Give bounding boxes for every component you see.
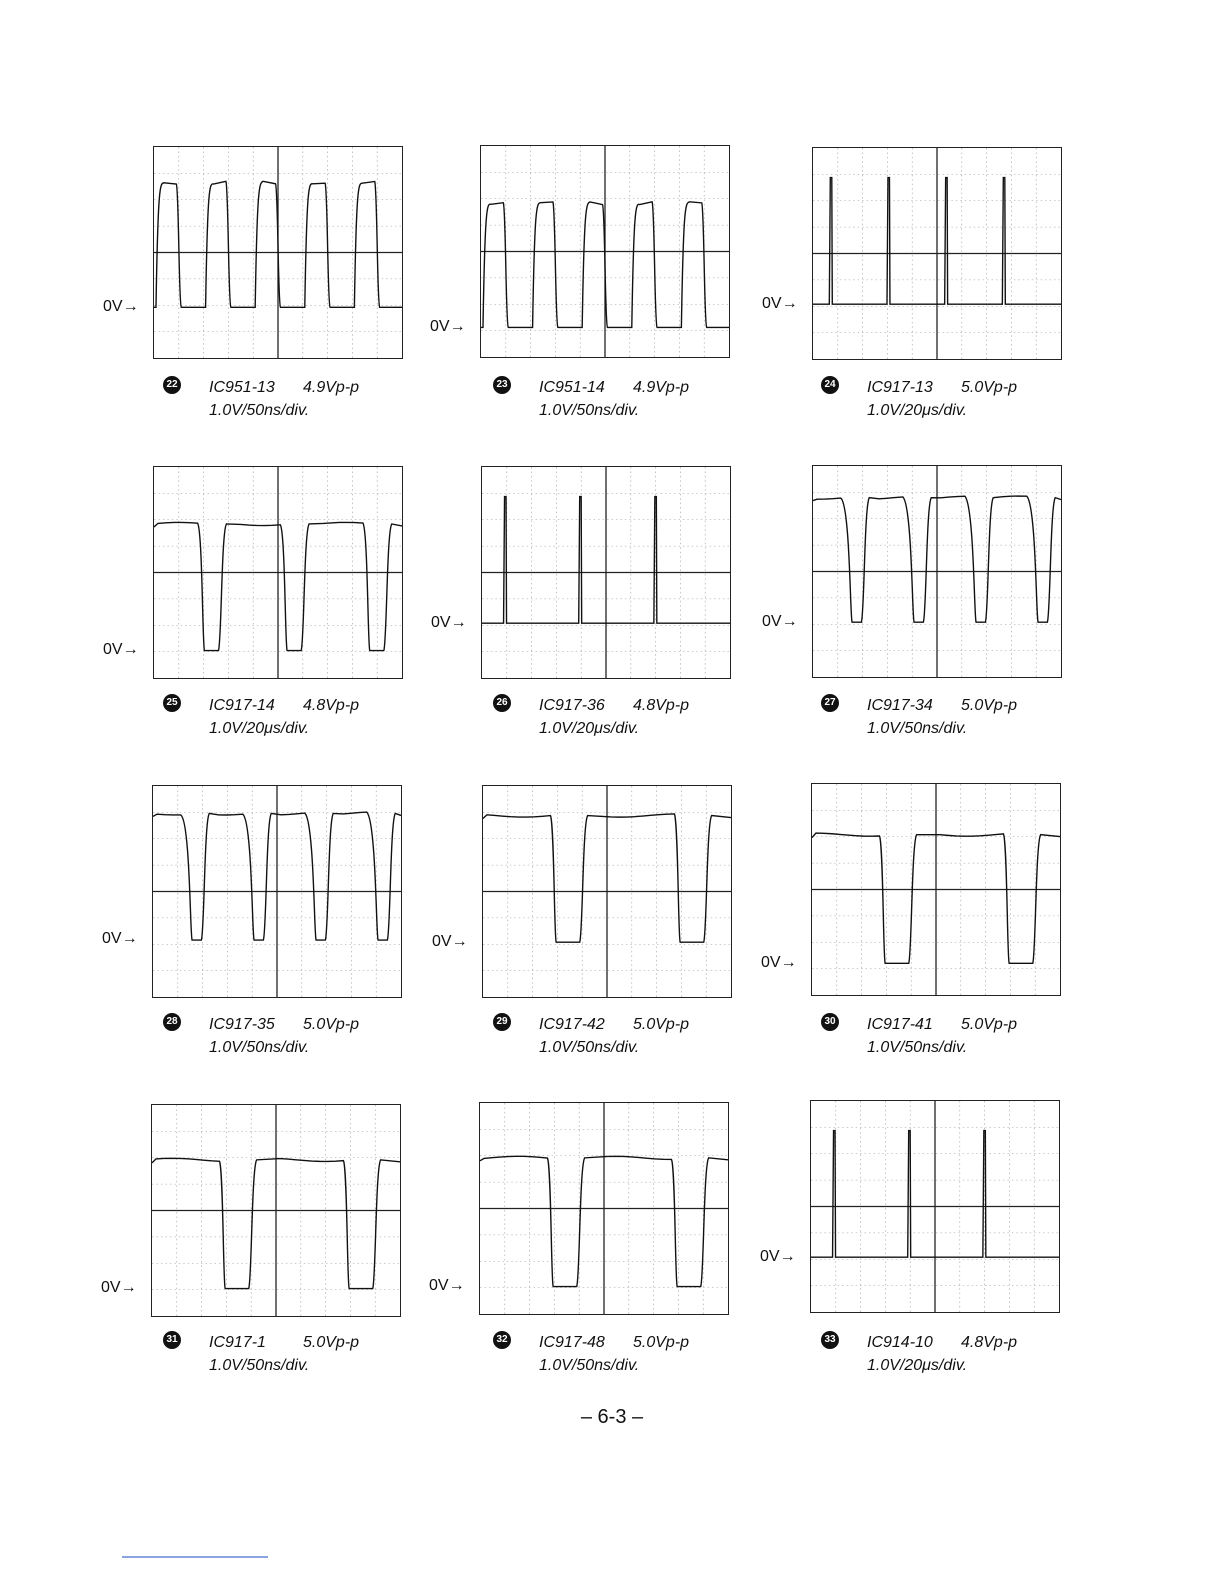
zero-volt-label: 0V→ (103, 641, 139, 659)
zero-volt-label: 0V→ (429, 1277, 465, 1295)
waveform-number-badge: 25 (163, 694, 181, 712)
scale-label: 1.0V/20μs/div. (867, 402, 968, 419)
test-point-label: IC917-42 (539, 1016, 605, 1033)
waveform-caption (163, 1331, 403, 1379)
zero-volt-label: 0V→ (760, 1247, 796, 1265)
test-point-label: IC917-13 (867, 379, 933, 396)
test-point-label: IC914-10 (867, 1334, 933, 1351)
amplitude-label: 4.8Vp-p (303, 697, 360, 714)
scope-svg (480, 1103, 728, 1314)
test-point-label: IC917-41 (867, 1016, 933, 1033)
scope-svg (154, 467, 402, 678)
waveform-caption (493, 1331, 733, 1379)
scale-label: 1.0V/50ns/div. (209, 1357, 310, 1374)
scale-label: 1.0V/50ns/div. (539, 402, 640, 419)
waveform-number-badge: 32 (493, 1331, 511, 1349)
scope-svg (813, 148, 1061, 359)
waveform-number-badge: 24 (821, 376, 839, 394)
amplitude-label: 4.8Vp-p (961, 1334, 1018, 1351)
test-point-label: IC917-34 (867, 697, 933, 714)
waveform-number-badge: 28 (163, 1013, 181, 1031)
amplitude-label: 4.8Vp-p (633, 697, 690, 714)
amplitude-label: 5.0Vp-p (303, 1334, 360, 1351)
amplitude-label: 5.0Vp-p (961, 379, 1018, 396)
oscilloscope-trace-24 (812, 147, 1062, 360)
waveform-number-badge: 33 (821, 1331, 839, 1349)
scale-label: 1.0V/50ns/div. (867, 1039, 968, 1056)
amplitude-label: 5.0Vp-p (961, 1016, 1018, 1033)
zero-volt-label: 0V→ (762, 294, 798, 312)
zero-volt-label: 0V→ (431, 613, 467, 631)
scale-label: 1.0V/50ns/div. (209, 402, 310, 419)
amplitude-label: 4.9Vp-p (633, 379, 690, 396)
scale-label: 1.0V/20μs/div. (209, 720, 310, 737)
test-point-label: IC917-35 (209, 1016, 275, 1033)
zero-volt-label: 0V→ (430, 318, 466, 336)
waveform-caption (163, 376, 403, 424)
oscilloscope-trace-22 (153, 146, 403, 359)
waveform-caption (821, 1013, 1061, 1061)
zero-volt-label: 0V→ (761, 954, 797, 972)
scale-label: 1.0V/50ns/div. (209, 1039, 310, 1056)
scan-underline (122, 1556, 268, 1558)
waveform-caption (493, 376, 733, 424)
test-point-label: IC917-1 (209, 1334, 266, 1351)
oscilloscope-trace-28 (152, 785, 402, 998)
oscilloscope-trace-26 (481, 466, 731, 679)
amplitude-label: 5.0Vp-p (303, 1016, 360, 1033)
scale-label: 1.0V/20μs/div. (539, 720, 640, 737)
scope-svg (154, 147, 402, 358)
scope-svg (153, 786, 401, 997)
oscilloscope-trace-31 (151, 1104, 401, 1317)
oscilloscope-trace-33 (810, 1100, 1060, 1313)
waveform-caption (163, 1013, 403, 1061)
scope-svg (481, 146, 729, 357)
test-point-label: IC917-48 (539, 1334, 605, 1351)
page-number: – 6-3 – (580, 1406, 644, 1428)
zero-volt-label: 0V→ (103, 297, 139, 315)
scope-svg (812, 784, 1060, 995)
scale-label: 1.0V/50ns/div. (539, 1039, 640, 1056)
oscilloscope-trace-25 (153, 466, 403, 679)
waveform-number-badge: 23 (493, 376, 511, 394)
waveform-caption (821, 376, 1061, 424)
waveform-number-badge: 30 (821, 1013, 839, 1031)
amplitude-label: 5.0Vp-p (633, 1016, 690, 1033)
waveform-caption (493, 1013, 733, 1061)
scope-svg (813, 466, 1061, 677)
waveform-caption (821, 1331, 1061, 1379)
test-point-label: IC951-14 (539, 379, 605, 396)
amplitude-label: 5.0Vp-p (961, 697, 1018, 714)
waveform-number-badge: 31 (163, 1331, 181, 1349)
waveform-number-badge: 27 (821, 694, 839, 712)
test-point-label: IC917-36 (539, 697, 605, 714)
test-point-label: IC951-13 (209, 379, 275, 396)
waveform-caption (821, 694, 1061, 742)
amplitude-label: 4.9Vp-p (303, 379, 360, 396)
oscilloscope-trace-23 (480, 145, 730, 358)
zero-volt-label: 0V→ (432, 932, 468, 950)
oscilloscope-trace-27 (812, 465, 1062, 678)
zero-volt-label: 0V→ (762, 612, 798, 630)
amplitude-label: 5.0Vp-p (633, 1334, 690, 1351)
waveform-number-badge: 26 (493, 694, 511, 712)
oscilloscope-trace-29 (482, 785, 732, 998)
scope-svg (482, 467, 730, 678)
waveform-caption (163, 694, 403, 742)
waveform-number-badge: 29 (493, 1013, 511, 1031)
oscilloscope-trace-32 (479, 1102, 729, 1315)
scale-label: 1.0V/50ns/div. (867, 720, 968, 737)
waveform-caption (493, 694, 733, 742)
scale-label: 1.0V/50ns/div. (539, 1357, 640, 1374)
waveform-number-badge: 22 (163, 376, 181, 394)
test-point-label: IC917-14 (209, 697, 275, 714)
scale-label: 1.0V/20μs/div. (867, 1357, 968, 1374)
scope-svg (811, 1101, 1059, 1312)
oscilloscope-trace-30 (811, 783, 1061, 996)
scope-svg (483, 786, 731, 997)
scope-svg (152, 1105, 400, 1316)
zero-volt-label: 0V→ (102, 930, 138, 948)
zero-volt-label: 0V→ (101, 1279, 137, 1297)
